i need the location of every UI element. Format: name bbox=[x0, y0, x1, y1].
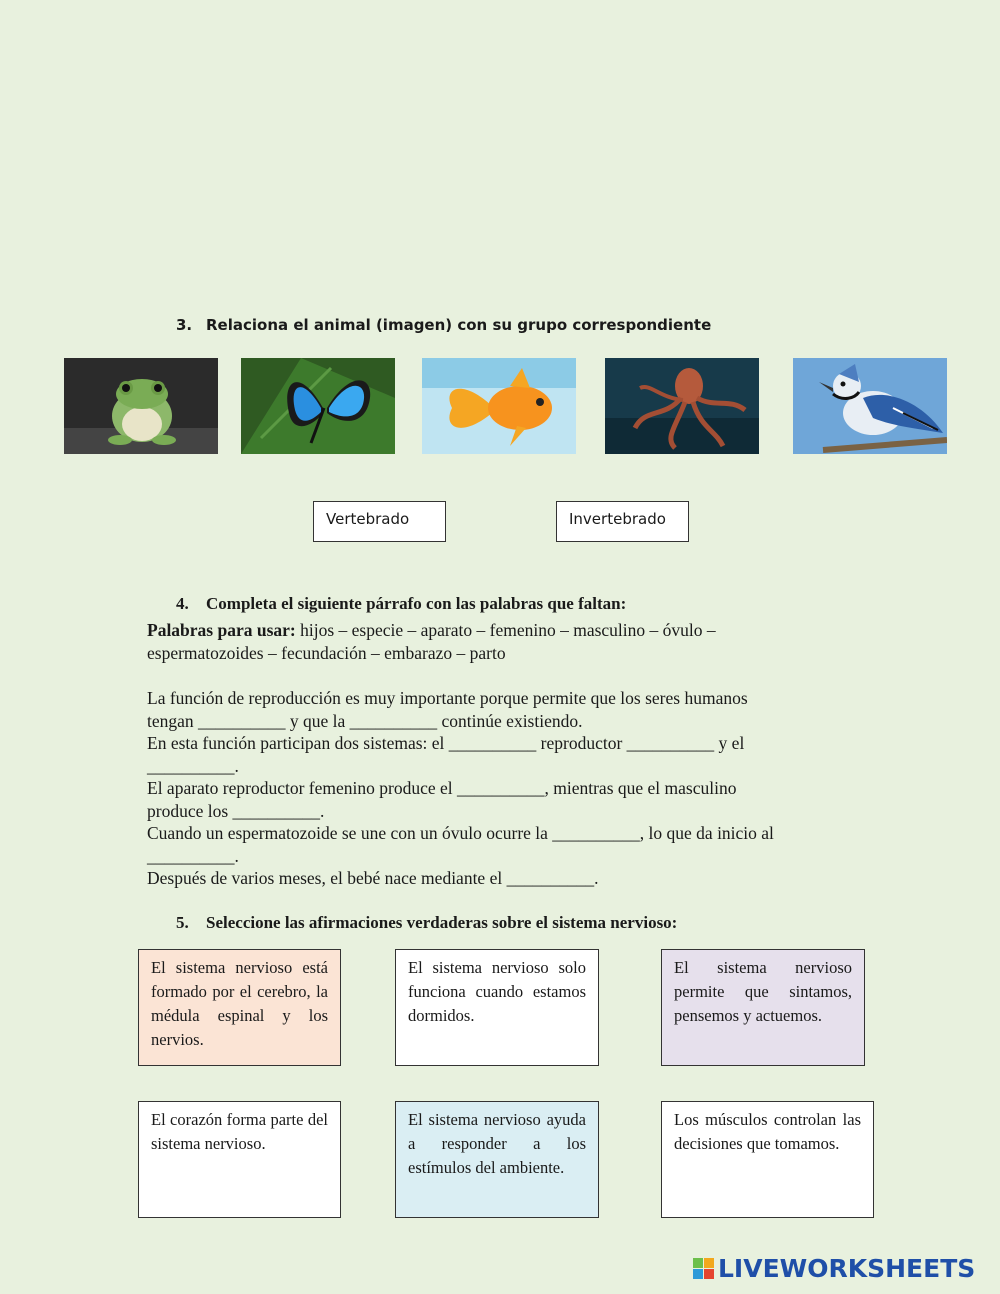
liveworksheets-logo: LIVEWORKSHEETS bbox=[693, 1252, 975, 1284]
q4-title: 4. Completa el siguiente párrafo con las palabras que faltan: bbox=[176, 594, 627, 613]
frog-image[interactable] bbox=[64, 358, 218, 454]
statement-card[interactable]: El sistema nervioso ayuda a responder a los estímulos del ambiente. bbox=[395, 1101, 599, 1218]
butterfly-image[interactable] bbox=[241, 358, 395, 454]
paragraph-line[interactable]: La función de reproducción es muy importante porque permite que los seres humanos bbox=[147, 688, 748, 708]
q5-title: 5. Seleccione las afirmaciones verdaderas sobre el sistema nervioso: bbox=[176, 913, 678, 932]
word-bank-line: Palabras para usar: hijos – especie – aparato – femenino – masculino – óvulo – bbox=[147, 620, 716, 640]
paragraph-line[interactable]: Después de varios meses, el bebé nace mediante el __________. bbox=[147, 868, 599, 888]
blue-jay-image[interactable] bbox=[793, 358, 947, 454]
paragraph-line[interactable]: __________. bbox=[147, 755, 239, 776]
q3-title: 3. Relaciona el animal (imagen) con su grupo correspondiente bbox=[176, 316, 712, 334]
statement-card[interactable]: El corazón forma parte del sistema nervioso. bbox=[138, 1101, 341, 1218]
statement-card[interactable]: Los músculos controlan las decisiones que tomamos. bbox=[661, 1101, 874, 1218]
octopus-image[interactable] bbox=[605, 358, 759, 454]
paragraph-line[interactable]: En esta función participan dos sistemas: el __________ reproductor __________ y el bbox=[147, 733, 745, 753]
logo-squares-icon bbox=[693, 1258, 714, 1279]
paragraph-line[interactable]: __________. bbox=[147, 845, 239, 866]
paragraph-line[interactable]: produce los __________. bbox=[147, 800, 325, 821]
group-box-invertebrado[interactable]: Invertebrado bbox=[556, 501, 689, 542]
paragraph-line[interactable]: tengan __________ y que la __________ continúe existiendo. bbox=[147, 710, 583, 731]
goldfish-image[interactable] bbox=[422, 358, 576, 454]
statement-card[interactable]: El sistema nervioso solo funciona cuando estamos dormidos. bbox=[395, 949, 599, 1066]
group-box-vertebrado[interactable]: Vertebrado bbox=[313, 501, 446, 542]
word-bank bbox=[147, 619, 867, 664]
statement-card[interactable]: El sistema nervioso permite que sintamos, pensemos y actuemos. bbox=[661, 949, 865, 1066]
paragraph-line[interactable]: El aparato reproductor femenino produce el __________, mientras que el masculino bbox=[147, 778, 737, 798]
word-bank-line: espermatozoides – fecundación – embarazo – parto bbox=[147, 642, 506, 663]
statement-card[interactable]: El sistema nervioso está formado por el cerebro, la médula espinal y los nervios. bbox=[138, 949, 341, 1066]
paragraph-line[interactable]: Cuando un espermatozoide se une con un óvulo ocurre la __________, lo que da inicio al bbox=[147, 823, 774, 843]
fill-in-paragraph bbox=[147, 687, 867, 890]
